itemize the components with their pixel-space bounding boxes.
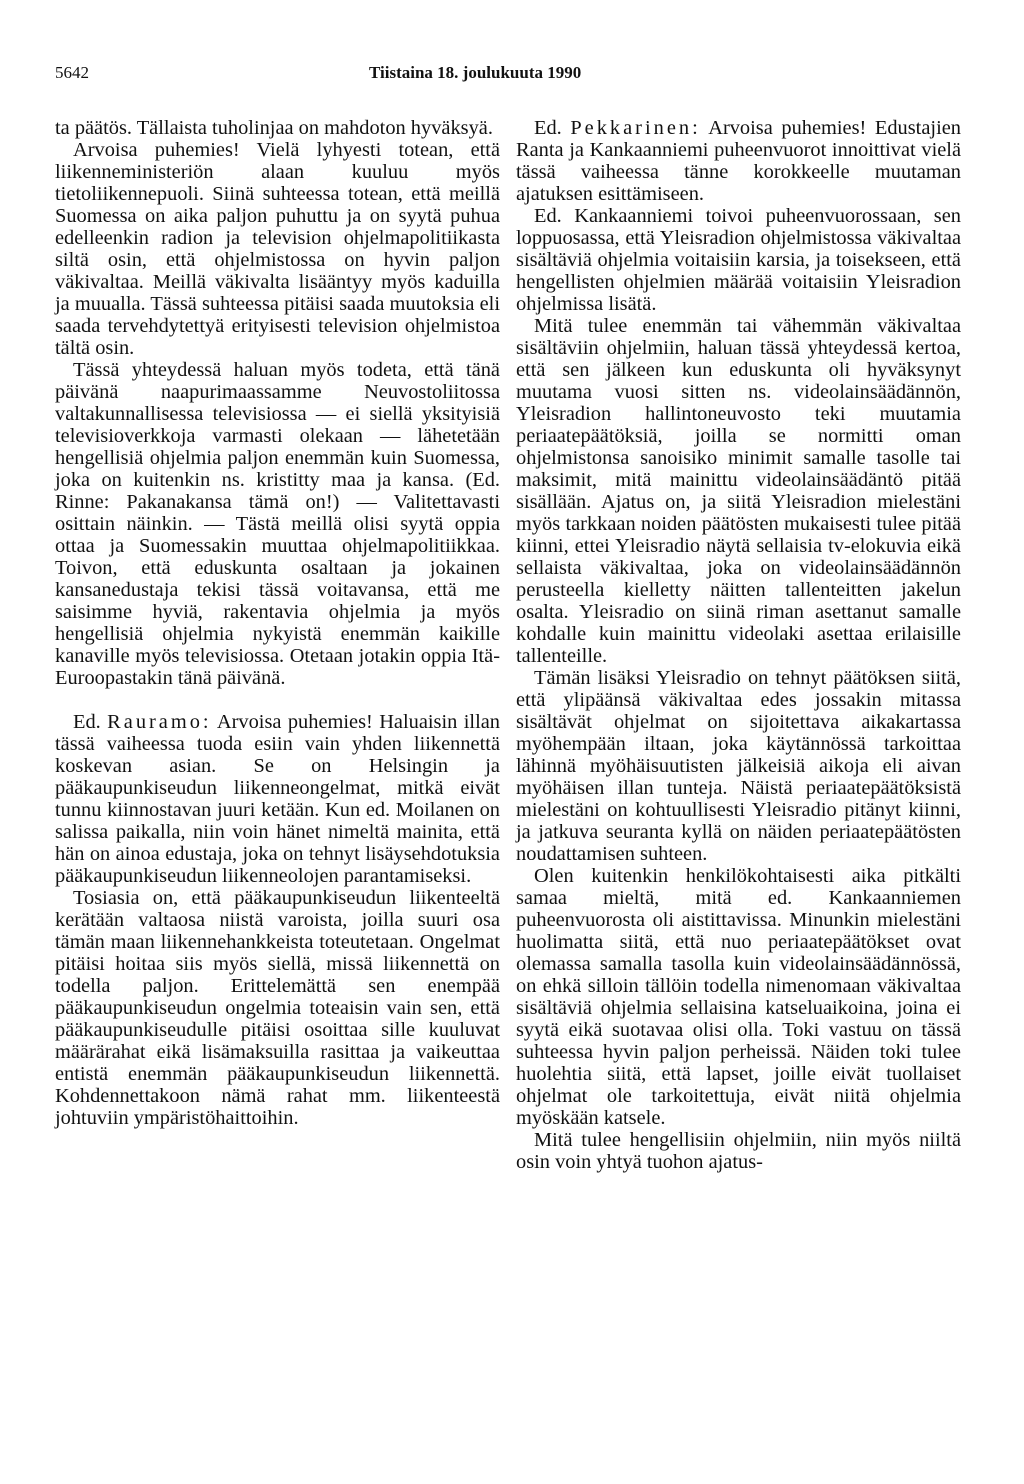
left-column [55, 117, 500, 1129]
speaker-prefix: Ed. [73, 711, 101, 733]
paragraph: Mitä tulee enemmän tai vähemmän väkivaltaa sisältäviin ohjelmiin, haluan tässä yhteydessä kertoa, että sen jälkeen kun eduskunta oli hyväksynyt muutama vuosi sitten ns. videolainsäädännön, Yleisradion hallintoneuvosto teki muutamia periaatepäätöksiä, joilla se normitti oman ohjelmistonsa sanoisiko minimit samalle tasolle tai maksimit, mitä mainittu videolainsäädäntö pitää sisällään. Ajatus on, ja siitä Yleisradion mielestäni myös tarkkaan noiden päätösten mukaisesti tulee pitää kiinni, ettei Yleisradio näytä sellaisia tv-elokuvia eikä sellaista väkivaltaa, joka on videolainsäädännön perusteella kielletty näitten tallenteitten jakelun osalta. Yleisradio on siinä riman asettanut samalle kohdalle kuin mainittu videolaki asettaa erilaisille tallenteille. [516, 315, 961, 667]
speaker-prefix: Ed. [534, 117, 562, 139]
speaker-name: Pekkarinen: [570, 117, 701, 139]
paragraph: Ed. Kankaanniemi toivoi puheenvuorossaan, sen loppuosassa, että Yleisradion ohjelmistossa väkivaltaa sisältäviä ohjelmia voitaisiin karsia, ja toisekseen, että hengellisten ohjelmien määrää voitaisiin Yleisradion ohjelmissa lisätä. [516, 205, 961, 315]
paragraph: Mitä tulee hengellisiin ohjelmiin, niin myös niiltä osin voin yhtyä tuohon ajatus- [516, 1129, 961, 1173]
speech-text: Arvoisa puhemies! Haluaisin illan tässä vaiheessa tuoda esiin vain yhden liikennettä koskevan asian. Se on Helsingin ja pääkaupunkiseudun liikenneongelmat, mitkä eivät tunnu kiinnostavan juuri ketään. Kun ed. Moilanen on salissa paikalla, niin voin hänet nimeltä mainita, että hän on ainoa edustaja, joka on tehnyt lisäysehdotuksia pääkaupunkiseudun liikenneolojen parantamiseksi. [55, 711, 500, 887]
paragraph: Tässä yhteydessä haluan myös todeta, että tänä päivänä naapurimaassamme Neuvostoliitossa valtakunnallisessa televisiossa — ei siellä yksityisiä televisioverkkoja varmasti olekaan — lähetetään hengellisiä ohjelmia paljon enemmän kuin Suomessa, joka on kuitenkin ns. kristitty maa ja kansa. (Ed. Rinne: Pakanakansa tämä on!) — Valitettavasti osittain näinkin. — Tästä meillä olisi syytä oppia ottaa ja Suomessakin muuttaa ohjelmapolitiikkaa. Toivon, että eduskunta osaltaan ja jokainen kansanedustaja tekisi tässä voitavansa, että me saisimme hyviä, rakentavia ohjelmia ja myös hengellisiä ohjelmia nykyistä enemmän kaikille kanaville myös televisiossa. Otetaan jotakin oppia Itä-Euroopastakin tänä päivänä. [55, 359, 500, 689]
paragraph: Olen kuitenkin henkilökohtaisesti aika pitkälti samaa mieltä, mitä ed. Kankaanniemen puheenvuorosta oli aistittavissa. Minunkin mielestäni huolimatta siitä, että nuo periaatepäätökset ovat olemassa samalla tasolla kuin videolainsäädännössä, on ehkä silloin tällöin todella nimenomaan väkivaltaa sisältäviä ohjelmia sellaisina katseluaikoina, joina ei syytä eikä suotavaa olisi olla. Toki vastuu on tässä suhteessa hyvin paljon perheissä. Näiden toki tulee huolehtia siitä, että lapset, joille eivät tuollaiset ohjelmat ole tarkoitettuja, eivät niitä ohjelmia myöskään katsele. [516, 865, 961, 1129]
page-number: 5642 [55, 63, 89, 82]
paragraph: Arvoisa puhemies! Vielä lyhyesti totean, että liikenneministeriön alaan kuuluu myös tietoliikennepuoli. Siinä suhteessa totean, että meillä Suomessa on aika paljon puhuttu ja on syytä puhua edelleenkin radion ja television ohjelmapolitiikasta siltä osin, että ohjelmistossa on hyvin paljon väkivaltaa. Meillä väkivalta lisääntyy myös kaduilla ja muualla. Tässä suhteessa pitäisi saada muutoksia eli saada tervehdytettyä erityisesti television ohjelmistoa tältä osin. [55, 139, 500, 359]
speaker-name: Rauramo: [107, 711, 212, 733]
page-header [55, 63, 955, 87]
paragraph: ta päätös. Tällaista tuholinjaa on mahdoton hyväksyä. [55, 117, 493, 139]
speech-pekkarinen [516, 117, 961, 205]
paragraph: Tosiasia on, että pääkaupunkiseudun liikenteeltä kerätään valtaosa niistä varoista, joilla suuri osa tämän maan liikennehankkeista toteutetaan. Ongelmat pitäisi hoitaa siis myös siellä, missä liikennettä on todella paljon. Erittelemättä sen enempää pääkaupunkiseudun ongelmia toteaisin vain sen, että pääkaupunkiseudulle pitäisi osoittaa sille kuuluvat määrärahat eikä lisämaksuilla rasittaa ja vaikeuttaa entistä enemmän pääkaupunkiseudun liikennettä. Kohdennettakoon nämä rahat mm. liikenteestä johtuviin ympäristöhaittoihin. [55, 887, 500, 1129]
right-column [516, 117, 961, 1173]
running-head: Tiistaina 18. joulukuuta 1990 [369, 63, 582, 82]
speech-rauramo [55, 711, 500, 887]
paragraph: Tämän lisäksi Yleisradio on tehnyt päätöksen siitä, että ylipäänsä väkivaltaa edes jossakin mitassa sisältävät ohjelmat on sijoitettava aikakartassa myöhempään iltaan, joka käytännössä tarkoittaa lähinnä myöhäisuutisten jälkeisiä aikoja eli aivan myöhäisen illan tunteja. Näistä periaatepäätöksistä mielestäni on kohtuullisesti Yleisradio pitänyt kiinni, ja jatkuva seuranta kyllä on näiden periaatepäätösten noudattamisen suhteen. [516, 667, 961, 865]
speech-text: Arvoisa puhemies! Edustajien Ranta ja Kankaanniemi puheenvuorot innoittivat vielä tässä vaiheessa tänne korokkeelle muutaman ajatuksen esittämiseen. [516, 117, 961, 205]
